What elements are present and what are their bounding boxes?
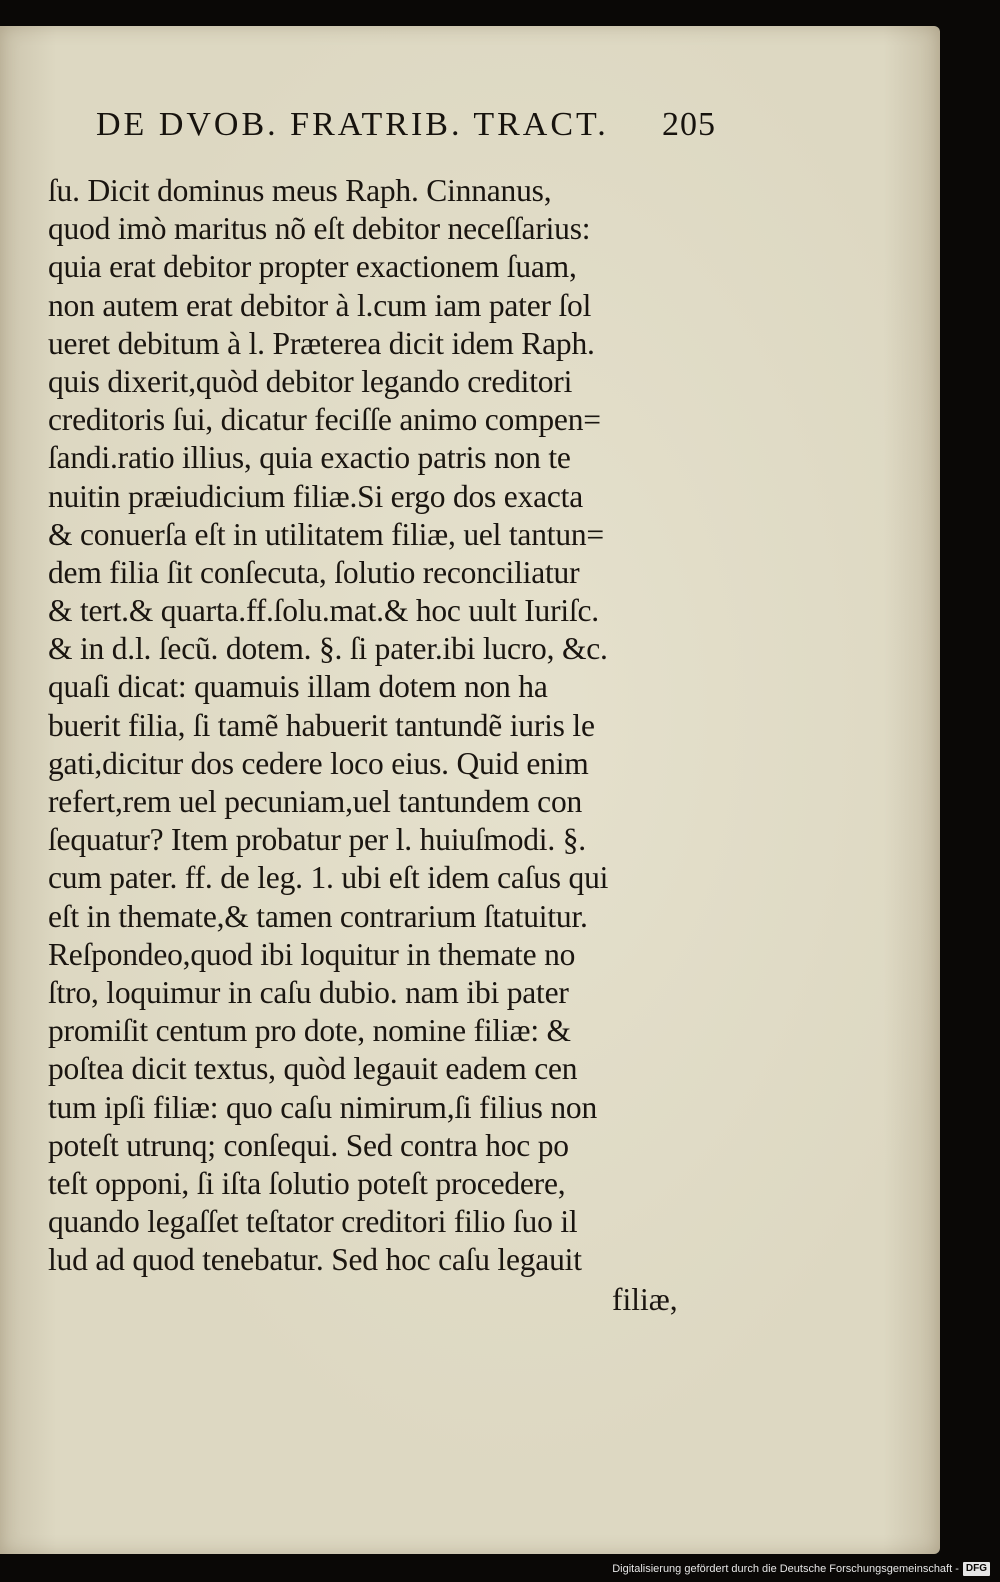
text-line: tum ipſi filiæ: quo caſu nimirum,ſi filius non (48, 1089, 598, 1125)
digitization-credit (612, 1560, 990, 1578)
text-line: quaſi dicat: quamuis illam dotem non ha (48, 669, 548, 705)
text-line: & in d.l. ſecũ. dotem. §. ſi pater.ibi lucro, &c. (48, 631, 608, 667)
text-line: & conuerſa eſt in utilitatem filiæ, uel tantun= (48, 516, 604, 552)
text-line: quis dixerit,quòd debitor legando creditori (48, 363, 573, 399)
text-line: quia erat debitor propter exactionem ſuam, (48, 249, 577, 285)
page-number: 205 (662, 106, 716, 143)
text-line: promiſit centum pro dote, nomine filiæ: & (48, 1013, 571, 1049)
text-line: quod imò maritus nõ eſt debitor neceſſarius: (48, 211, 591, 247)
text-line: teſt opponi, ſi iſta ſolutio poteſt procedere, (48, 1165, 566, 1201)
text-line: refert,rem uel pecuniam,uel tantundem con (48, 784, 583, 819)
text-line: & tert.& quarta.ff.ſolu.mat.& hoc uult Iuriſc. (48, 593, 599, 629)
text-line: buerit filia, ſi tamẽ habuerit tantundẽ iuris le (48, 707, 595, 743)
text-line: poteſt utrunq; conſequi. Sed contra hoc po (48, 1127, 569, 1163)
text-line: ſandi.ratio illius, quia exactio patris non te (48, 440, 571, 476)
text-line: eſt in themate,& tamen contrarium ſtatuitur. (48, 898, 588, 934)
text-line: lud ad quod tenebatur. Sed hoc caſu legauit (48, 1242, 582, 1278)
running-title: DE DVOB. FRATRIB. TRACT. (96, 106, 609, 143)
running-head (96, 106, 716, 156)
catchword: filiæ, (612, 1282, 678, 1317)
text-line: gati,dicitur dos cedere loco eius. Quid enim (48, 745, 589, 781)
text-line: non autem erat debitor à l.cum iam pater ſol (48, 287, 592, 323)
text-line: ſequatur? Item probatur per l. huiuſmodi. §. (48, 822, 586, 858)
book-page (0, 26, 940, 1554)
text-line: Reſpondeo,quod ibi loquitur in themate no (48, 936, 576, 972)
text-line: dem filia ſit conſecuta, ſolutio reconciliatur (48, 554, 580, 590)
credit-text: Digitalisierung gefördert durch die Deutsche Forschungsgemeinschaft - (612, 1563, 959, 1575)
text-line: creditoris ſui, dicatur feciſſe animo compen= (48, 402, 601, 438)
text-line: ſu. Dicit dominus meus Raph. Cinnanus, (48, 173, 552, 208)
text-line: ueret debitum à l. Præterea dicit idem Raph. (48, 325, 595, 361)
text-line: quando legaſſet teſtator creditori filio ſuo il (48, 1204, 578, 1240)
text-line: cum pater. ff. de leg. 1. ubi eſt idem caſus qui (48, 860, 609, 896)
body-text (48, 172, 708, 1279)
text-line: nuitin præiudicium filiæ.Si ergo dos exacta (48, 478, 584, 514)
dfg-logo: DFG (963, 1562, 990, 1576)
text-line: ſtro, loquimur in caſu dubio. nam ibi pater (48, 974, 569, 1010)
text-line: poſtea dicit textus, quòd legauit eadem cen (48, 1051, 578, 1087)
